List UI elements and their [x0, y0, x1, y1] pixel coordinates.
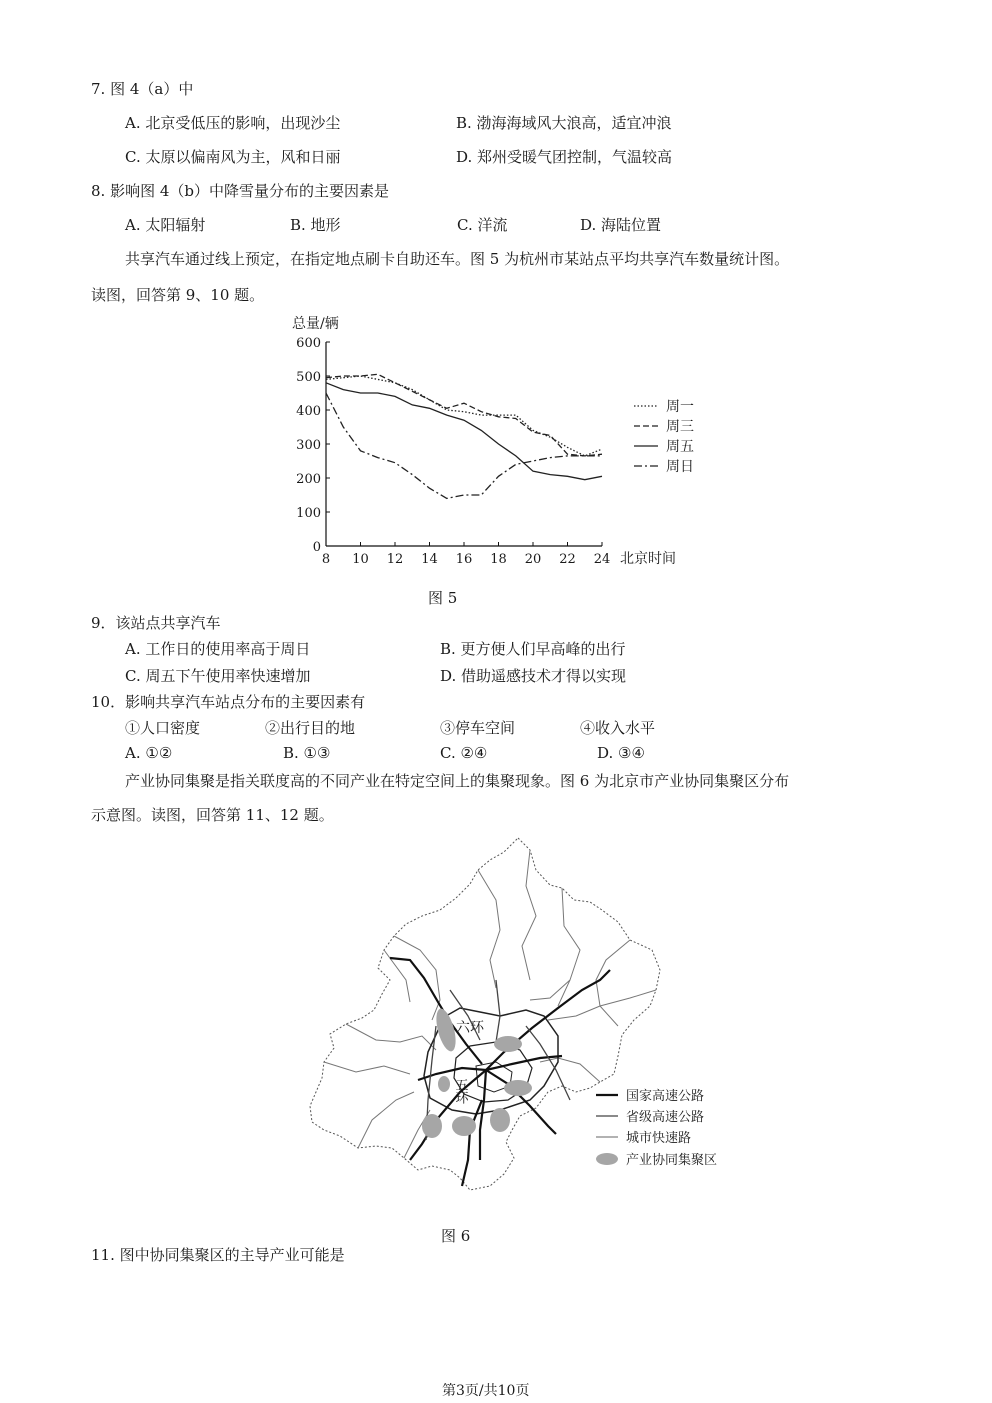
figure5-line-chart [280, 308, 710, 608]
q7-option-c: C. 太原以偏南风为主，风和日丽 [125, 148, 341, 166]
q7-option-d: D. 郑州受暖气团控制，气温较高 [456, 148, 673, 166]
cluster-zone [438, 1076, 450, 1092]
y-tick-label: 500 [296, 370, 321, 385]
q10-option-a: A. ①② [125, 744, 173, 762]
y-tick-label: 400 [296, 404, 321, 419]
q8-option-c: C. 洋流 [457, 216, 508, 234]
q8-option-b: B. 地形 [290, 216, 341, 234]
q8-option-a: A. 太阳辐射 [125, 216, 206, 234]
series-line-周五 [326, 383, 602, 480]
series-line-周一 [326, 376, 602, 456]
x-tick-label: 10 [352, 552, 369, 567]
national-highways [390, 958, 610, 1186]
x-axis-label: 北京时间 [620, 551, 676, 567]
series-line-周三 [326, 374, 602, 456]
intro2-line1: 产业协同集聚是指关联度高的不同产业在特定空间上的集聚现象。图 6 为北京市产业协同集聚区分布 [125, 772, 790, 790]
q10-option-c: C. ②④ [440, 744, 488, 762]
q8-stem: 8. 影响图 4（b）中降雪量分布的主要因素是 [91, 182, 389, 200]
q10-option-b: B. ①③ [283, 744, 331, 762]
legend-label: 周三 [666, 419, 694, 435]
x-tick-label: 20 [524, 552, 542, 567]
q9-option-a: A. 工作日的使用率高于周日 [125, 640, 311, 658]
y-tick-label: 600 [296, 336, 321, 351]
page-footer: 第3页/共10页 [442, 1383, 530, 1399]
label-fifth-ring: 五环 [452, 1078, 468, 1104]
legend-cluster-zone: 产业协同集聚区 [626, 1153, 718, 1168]
cluster-zone [422, 1114, 442, 1138]
legend-label: 周一 [666, 399, 694, 415]
legend-cluster-swatch [596, 1153, 618, 1165]
q10-item-2: ②出行目的地 [265, 719, 356, 737]
x-tick-label: 16 [455, 552, 473, 567]
y-tick-label: 200 [296, 472, 321, 487]
y-tick-label: 0 [312, 540, 321, 555]
y-axis-label: 总量/辆 [292, 316, 339, 332]
q8-option-d: D. 海陆位置 [580, 216, 662, 234]
series-line-周日 [326, 393, 602, 498]
q10-item-4: ④收入水平 [580, 719, 656, 737]
legend-urban-expressway: 城市快速路 [626, 1131, 692, 1146]
q7-option-a: A. 北京受低压的影响，出现沙尘 [125, 114, 341, 132]
x-tick-label: 24 [593, 552, 611, 567]
cluster-zone [494, 1036, 522, 1052]
cluster-zone [504, 1080, 532, 1096]
cluster-zone [452, 1116, 476, 1136]
figure6-caption: 图 6 [441, 1227, 471, 1245]
q9-option-d: D. 借助遥感技术才得以实现 [440, 667, 627, 685]
legend-national-highway: 国家高速公路 [626, 1089, 705, 1104]
y-tick-label: 300 [296, 438, 321, 453]
intro1-line1: 共享汽车通过线上预定，在指定地点刷卡自助还车。图 5 为杭州市某站点平均共享汽车数量统计图。 [125, 250, 790, 268]
legend-provincial-highway: 省级高速公路 [626, 1110, 705, 1125]
label-sixth-ring: 六环 [456, 1020, 484, 1036]
intro2-line2: 示意图。读图，回答第 11、12 题。 [91, 806, 334, 824]
intro1-line2: 读图，回答第 9、10 题。 [91, 286, 265, 304]
map-legend [596, 1088, 717, 1168]
x-tick-label: 18 [490, 552, 507, 567]
legend-label: 周五 [666, 439, 694, 455]
figure6-beijing-map [300, 830, 740, 1200]
x-tick-label: 14 [421, 552, 438, 567]
x-tick-label: 12 [386, 552, 404, 567]
figure5-caption: 图 5 [428, 589, 458, 607]
y-tick-label: 100 [296, 506, 321, 521]
q10-stem: 10．影响共享汽车站点分布的主要因素有 [91, 693, 366, 711]
x-tick-label: 22 [559, 552, 576, 567]
q7-stem: 7. 图 4（a）中 [91, 80, 194, 98]
x-tick-label: 8 [321, 552, 331, 567]
q7-option-b: B. 渤海海域风大浪高，适宜冲浪 [456, 114, 672, 132]
q10-item-1: ①人口密度 [125, 719, 201, 737]
q9-option-c: C. 周五下午使用率快速增加 [125, 667, 311, 685]
q10-option-d: D. ③④ [597, 744, 645, 762]
q9-stem: 9．该站点共享汽车 [91, 614, 221, 632]
legend-label: 周日 [666, 459, 694, 475]
cluster-zone [490, 1108, 510, 1132]
q11-stem: 11. 图中协同集聚区的主导产业可能是 [91, 1246, 345, 1264]
q9-option-b: B. 更方便人们早高峰的出行 [440, 640, 626, 658]
q10-item-3: ③停车空间 [440, 719, 516, 737]
